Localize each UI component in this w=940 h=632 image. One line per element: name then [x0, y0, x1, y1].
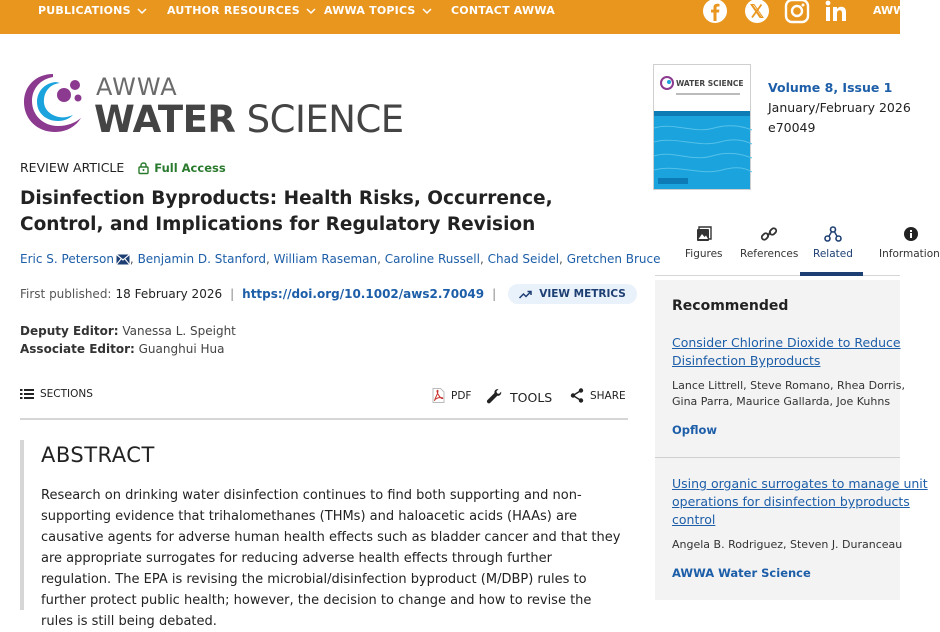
list-icon [20, 388, 34, 400]
editors-block [20, 322, 236, 358]
author-link[interactable]: Gretchen Bruce [566, 252, 661, 266]
image-icon [696, 226, 712, 242]
author-link[interactable]: Caroline Russell [384, 252, 480, 266]
nav-publications[interactable]: PUBLICATIONS [38, 4, 147, 17]
view-metrics-button[interactable]: VIEW METRICS [508, 284, 637, 304]
article-number: e70049 [768, 120, 816, 135]
tab-figures[interactable]: Figures [685, 226, 723, 260]
tools-button[interactable]: TOOLS [486, 388, 552, 406]
logo-text-water-science: WATER SCIENCE [94, 98, 404, 141]
article-type-row [20, 160, 226, 175]
doi-link[interactable]: https://doi.org/10.1002/aws2.70049 [242, 287, 485, 301]
x-twitter-icon[interactable] [744, 0, 770, 26]
deputy-editor-row: Deputy Editor: Vanessa L. Speight [20, 324, 236, 338]
article-title: Disinfection Byproducts: Health Risks, Occurrence, Control, and Implications for Regulatory Revision [20, 188, 553, 235]
trend-up-icon [519, 290, 532, 299]
author-link[interactable]: Eric S. Peterson [20, 252, 114, 266]
recommended-article-authors: Angela B. Rodriguez, Steven J. Duranceau [672, 538, 903, 551]
nav-contact-awwa[interactable]: CONTACT AWWA [451, 4, 555, 17]
recommended-heading: Recommended [672, 298, 789, 314]
recommended-article-authors: Lance Littrell, Steve Romano, Rhea Dorris, Gina Parra, Maurice Gallarda, Joe Kuhns [672, 379, 905, 408]
associate-editor-row: Associate Editor: Guanghui Hua [20, 342, 225, 356]
tab-information[interactable]: Information [865, 226, 940, 260]
recommended-article-source[interactable]: AWWA Water Science [672, 566, 811, 580]
recommended-article-source[interactable]: Opflow [672, 423, 718, 437]
awwa-logo-icon[interactable] [20, 68, 86, 138]
author-link[interactable]: William Raseman [273, 252, 378, 266]
recommended-article-title[interactable]: Consider Chlorine Dioxide to Reduce Disinfection Byproducts [672, 335, 901, 368]
active-tab-indicator [800, 272, 863, 276]
pdf-file-icon [432, 388, 445, 403]
nav-awwa-topics[interactable]: AWWA TOPICS [324, 4, 432, 17]
pdf-button[interactable]: PDF [432, 388, 471, 403]
nav-author-resources[interactable]: AUTHOR RESOURCES [167, 4, 316, 17]
share-button[interactable]: SHARE [570, 388, 626, 403]
chevron-down-icon [137, 6, 147, 16]
chevron-down-icon [422, 6, 432, 16]
linkedin-icon[interactable] [824, 0, 850, 26]
issue-info [768, 78, 911, 138]
publication-info-row: First published: 18 February 2026 | https://doi.org/10.1002/aws2.70049 | VIEW METRICS [20, 284, 637, 304]
link-icon [760, 226, 778, 242]
instagram-icon[interactable] [784, 0, 810, 26]
tab-related[interactable]: Related [813, 226, 853, 260]
cover-wave-pattern [654, 116, 752, 191]
top-navigation-bar [0, 0, 906, 34]
first-published-label: First published: [20, 287, 112, 301]
share-icon [570, 388, 584, 403]
abstract-section [20, 440, 628, 629]
article-type-label: REVIEW ARTICLE [20, 160, 125, 175]
facebook-icon[interactable] [702, 0, 728, 26]
volume-issue-link[interactable]: Volume 8, Issue 1 [768, 80, 893, 95]
author-list: Eric S. Peterson , Benjamin D. Stanford, William Raseman, Caroline Russell, Chad Seidel, Gretchen Bruce [20, 252, 661, 266]
abstract-heading: ABSTRACT [41, 443, 155, 467]
sections-button[interactable]: SECTIONS [20, 388, 93, 400]
chevron-down-icon [306, 6, 316, 16]
lock-open-icon [138, 162, 149, 174]
network-icon [824, 226, 842, 242]
email-envelope-icon[interactable] [116, 254, 130, 265]
cover-title: WATER SCIENCE [676, 79, 744, 88]
tab-references[interactable]: References [740, 226, 798, 260]
journal-cover-image[interactable] [653, 64, 751, 190]
nav-overflow-link[interactable]: AWW [873, 4, 906, 17]
author-link[interactable]: Benjamin D. Stanford [137, 252, 266, 266]
logo-text-awwa: AWWA [96, 73, 178, 101]
issue-date: January/February 2026 [768, 100, 911, 115]
full-access-badge: Full Access [138, 161, 225, 175]
info-icon [903, 226, 919, 242]
article-toolbar [20, 384, 628, 420]
side-tabs [655, 222, 940, 276]
divider [655, 457, 900, 458]
recommended-article-title[interactable]: Using organic surrogates to manage unit operations for disinfection byproducts control [672, 476, 928, 527]
wrench-icon [486, 388, 504, 406]
author-link[interactable]: Chad Seidel [487, 252, 560, 266]
first-published-date: 18 February 2026 [115, 287, 223, 301]
abstract-text: Research on drinking water disinfection continues to find both supporting and non-supporting evidence that trihalomethanes (THMs) and haloacetic acids (HAAs) are causative agents for adverse human health effects such as bladder cancer and that they are appropriate surrogates for reducing adverse health effects through further regulation. The EPA is revising the microbial/disinfection byproduct (M/DBP) rules to further protect public health; however, the decision to change and how to revise the rules is still being debated. [41, 488, 621, 629]
